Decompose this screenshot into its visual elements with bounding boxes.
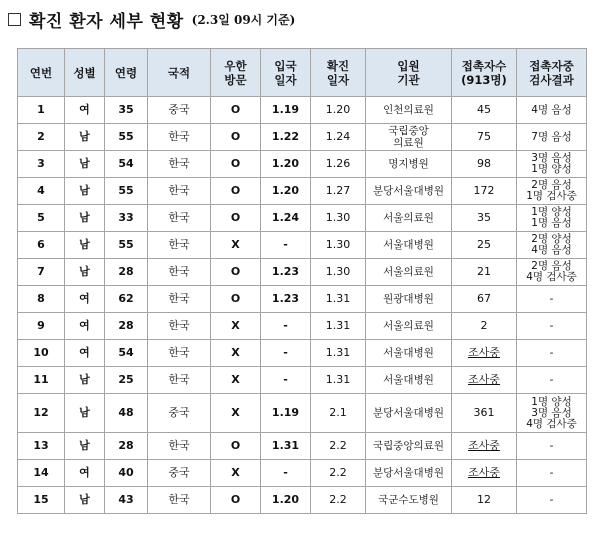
cell-entry: 1.24 — [261, 205, 311, 232]
cell-no: 10 — [18, 340, 65, 367]
cell-confirm: 2.1 — [311, 394, 366, 433]
cell-no: 1 — [18, 97, 65, 124]
cell-sex: 남 — [65, 151, 105, 178]
cell-wuhan: X — [211, 340, 261, 367]
patients-table — [17, 48, 587, 514]
title-main: 확진 환자 세부 현황 — [29, 11, 184, 32]
cell-entry: 1.20 — [261, 178, 311, 205]
cell-entry: - — [261, 313, 311, 340]
cell-no: 6 — [18, 232, 65, 259]
cell-wuhan: O — [211, 259, 261, 286]
investigating-label: 조사중 — [468, 466, 500, 479]
cell-no: 13 — [18, 433, 65, 460]
cell-wuhan: X — [211, 232, 261, 259]
table-row — [18, 433, 587, 460]
cell-age: 43 — [105, 487, 148, 514]
title-sub: (2.3일 09시 기준) — [191, 12, 296, 27]
cell-age: 55 — [105, 178, 148, 205]
cell-confirm: 1.31 — [311, 286, 366, 313]
table-row — [18, 232, 587, 259]
cell-entry: 1.31 — [261, 433, 311, 460]
cell-age: 55 — [105, 124, 148, 151]
cell-age: 55 — [105, 232, 148, 259]
cell-no: 3 — [18, 151, 65, 178]
cell-sex: 여 — [65, 340, 105, 367]
cell-wuhan: O — [211, 205, 261, 232]
cell-age: 48 — [105, 394, 148, 433]
table-body — [18, 97, 587, 514]
cell-results: 7명 음성 — [517, 124, 587, 151]
cell-confirm: 1.26 — [311, 151, 366, 178]
header-cell: 연번 — [18, 49, 65, 97]
cell-confirm: 1.30 — [311, 205, 366, 232]
cell-wuhan: O — [211, 433, 261, 460]
cell-entry: - — [261, 367, 311, 394]
cell-nation: 한국 — [148, 151, 211, 178]
cell-results: 3명 음성 1명 양성 — [517, 151, 587, 178]
cell-results: - — [517, 313, 587, 340]
cell-hospital: 서울의료원 — [366, 259, 452, 286]
table-header-row — [18, 49, 587, 97]
cell-entry: 1.19 — [261, 97, 311, 124]
investigating-label: 조사중 — [468, 346, 500, 359]
investigating-label: 조사중 — [468, 439, 500, 452]
cell-contacts: 35 — [452, 205, 517, 232]
cell-wuhan: X — [211, 460, 261, 487]
cell-no: 7 — [18, 259, 65, 286]
cell-contacts: 67 — [452, 286, 517, 313]
cell-nation: 한국 — [148, 178, 211, 205]
cell-entry: - — [261, 340, 311, 367]
cell-sex: 남 — [65, 259, 105, 286]
cell-no: 14 — [18, 460, 65, 487]
cell-wuhan: X — [211, 313, 261, 340]
cell-sex: 남 — [65, 232, 105, 259]
table-row — [18, 394, 587, 433]
header-cell: 접촉자중 검사결과 — [517, 49, 587, 97]
table-row — [18, 487, 587, 514]
cell-hospital: 분당서울대병원 — [366, 394, 452, 433]
cell-wuhan: O — [211, 97, 261, 124]
cell-wuhan: O — [211, 178, 261, 205]
cell-hospital: 국립중앙의료원 — [366, 433, 452, 460]
cell-contacts: 172 — [452, 178, 517, 205]
cell-nation: 중국 — [148, 97, 211, 124]
cell-sex: 남 — [65, 124, 105, 151]
cell-no: 9 — [18, 313, 65, 340]
cell-age: 28 — [105, 259, 148, 286]
cell-hospital: 분당서울대병원 — [366, 460, 452, 487]
table-row — [18, 286, 587, 313]
cell-no: 15 — [18, 487, 65, 514]
cell-no: 4 — [18, 178, 65, 205]
cell-nation: 중국 — [148, 460, 211, 487]
cell-hospital: 명지병원 — [366, 151, 452, 178]
cell-age: 25 — [105, 367, 148, 394]
checkbox-square-icon — [8, 13, 21, 26]
cell-nation: 한국 — [148, 286, 211, 313]
cell-results: - — [517, 460, 587, 487]
cell-contacts — [452, 367, 517, 394]
cell-no: 12 — [18, 394, 65, 433]
cell-sex: 여 — [65, 97, 105, 124]
cell-results: - — [517, 433, 587, 460]
cell-wuhan: O — [211, 124, 261, 151]
table-row — [18, 124, 587, 151]
cell-sex: 여 — [65, 460, 105, 487]
cell-confirm: 1.30 — [311, 232, 366, 259]
cell-confirm: 2.2 — [311, 433, 366, 460]
cell-sex: 남 — [65, 394, 105, 433]
cell-age: 54 — [105, 151, 148, 178]
cell-sex: 남 — [65, 487, 105, 514]
cell-wuhan: O — [211, 286, 261, 313]
cell-results: 2명 음성 4명 검사중 — [517, 259, 587, 286]
cell-contacts — [452, 433, 517, 460]
table-row — [18, 259, 587, 286]
cell-confirm: 1.20 — [311, 97, 366, 124]
cell-age: 35 — [105, 97, 148, 124]
cell-contacts: 45 — [452, 97, 517, 124]
cell-entry: 1.19 — [261, 394, 311, 433]
cell-results: 4명 음성 — [517, 97, 587, 124]
cell-hospital: 서울대병원 — [366, 232, 452, 259]
cell-contacts: 21 — [452, 259, 517, 286]
table-row — [18, 178, 587, 205]
cell-hospital: 분당서울대병원 — [366, 178, 452, 205]
cell-nation: 한국 — [148, 340, 211, 367]
header-cell: 확진 일자 — [311, 49, 366, 97]
cell-nation: 한국 — [148, 313, 211, 340]
cell-nation: 중국 — [148, 394, 211, 433]
cell-confirm: 1.31 — [311, 313, 366, 340]
cell-contacts: 12 — [452, 487, 517, 514]
investigating-label: 조사중 — [468, 373, 500, 386]
cell-contacts: 75 — [452, 124, 517, 151]
cell-age: 40 — [105, 460, 148, 487]
cell-confirm: 1.31 — [311, 367, 366, 394]
cell-results: 1명 양성 3명 음성 4명 검사중 — [517, 394, 587, 433]
cell-nation: 한국 — [148, 433, 211, 460]
cell-contacts — [452, 460, 517, 487]
cell-sex: 남 — [65, 367, 105, 394]
cell-age: 54 — [105, 340, 148, 367]
cell-wuhan: O — [211, 151, 261, 178]
header-cell: 연령 — [105, 49, 148, 97]
page-title — [8, 4, 295, 34]
cell-age: 28 — [105, 433, 148, 460]
cell-nation: 한국 — [148, 259, 211, 286]
cell-nation: 한국 — [148, 487, 211, 514]
table-row — [18, 367, 587, 394]
header-cell: 입원 기관 — [366, 49, 452, 97]
header-cell: 우한 방문 — [211, 49, 261, 97]
cell-sex: 여 — [65, 313, 105, 340]
cell-sex: 남 — [65, 433, 105, 460]
table-row — [18, 340, 587, 367]
cell-results: - — [517, 367, 587, 394]
cell-nation: 한국 — [148, 124, 211, 151]
cell-hospital: 원광대병원 — [366, 286, 452, 313]
cell-confirm: 2.2 — [311, 460, 366, 487]
cell-confirm: 1.27 — [311, 178, 366, 205]
cell-age: 33 — [105, 205, 148, 232]
cell-contacts — [452, 340, 517, 367]
table-row — [18, 151, 587, 178]
cell-no: 11 — [18, 367, 65, 394]
cell-wuhan: X — [211, 367, 261, 394]
cell-confirm: 1.30 — [311, 259, 366, 286]
cell-nation: 한국 — [148, 205, 211, 232]
cell-age: 28 — [105, 313, 148, 340]
cell-no: 8 — [18, 286, 65, 313]
cell-hospital: 서울대병원 — [366, 340, 452, 367]
header-cell: 성별 — [65, 49, 105, 97]
cell-entry: - — [261, 232, 311, 259]
cell-confirm: 1.31 — [311, 340, 366, 367]
cell-contacts: 98 — [452, 151, 517, 178]
cell-results: - — [517, 487, 587, 514]
header-cell: 접촉자수 (913명) — [452, 49, 517, 97]
table-row — [18, 313, 587, 340]
cell-hospital: 서울의료원 — [366, 313, 452, 340]
cell-sex: 남 — [65, 178, 105, 205]
cell-hospital: 서울의료원 — [366, 205, 452, 232]
cell-nation: 한국 — [148, 367, 211, 394]
header-cell: 국적 — [148, 49, 211, 97]
cell-confirm: 1.24 — [311, 124, 366, 151]
cell-hospital: 인천의료원 — [366, 97, 452, 124]
cell-wuhan: X — [211, 394, 261, 433]
cell-contacts: 25 — [452, 232, 517, 259]
table-row — [18, 460, 587, 487]
cell-wuhan: O — [211, 487, 261, 514]
table-row — [18, 205, 587, 232]
cell-hospital: 국립중앙 의료원 — [366, 124, 452, 151]
cell-entry: 1.20 — [261, 151, 311, 178]
cell-results: - — [517, 340, 587, 367]
cell-entry: 1.20 — [261, 487, 311, 514]
cell-sex: 남 — [65, 205, 105, 232]
cell-entry: 1.23 — [261, 286, 311, 313]
cell-entry: 1.23 — [261, 259, 311, 286]
cell-hospital: 서울대병원 — [366, 367, 452, 394]
cell-contacts: 2 — [452, 313, 517, 340]
cell-results: 2명 양성 4명 음성 — [517, 232, 587, 259]
cell-entry: 1.22 — [261, 124, 311, 151]
cell-no: 5 — [18, 205, 65, 232]
table-row — [18, 97, 587, 124]
cell-hospital: 국군수도병원 — [366, 487, 452, 514]
cell-results: 1명 양성 1명 음성 — [517, 205, 587, 232]
cell-entry: - — [261, 460, 311, 487]
cell-confirm: 2.2 — [311, 487, 366, 514]
cell-results: - — [517, 286, 587, 313]
cell-contacts: 361 — [452, 394, 517, 433]
cell-nation: 한국 — [148, 232, 211, 259]
cell-age: 62 — [105, 286, 148, 313]
header-cell: 입국 일자 — [261, 49, 311, 97]
cell-sex: 여 — [65, 286, 105, 313]
cell-results: 2명 음성 1명 검사중 — [517, 178, 587, 205]
cell-no: 2 — [18, 124, 65, 151]
